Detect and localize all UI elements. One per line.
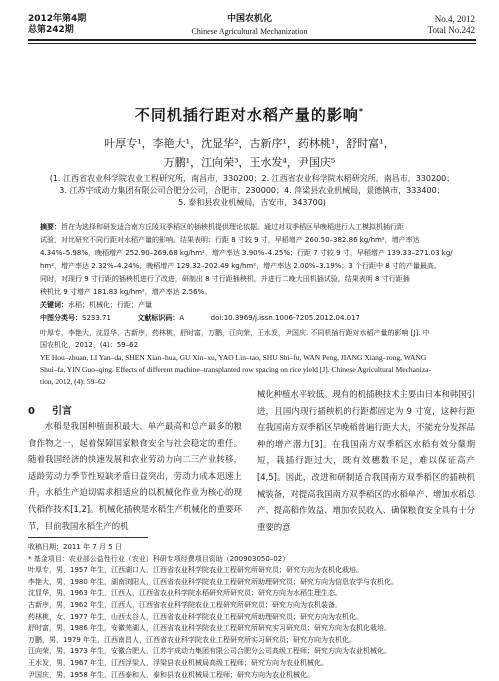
header-rule-thin bbox=[28, 43, 476, 44]
abstract-text: 旨在为选择和研发适合南方丘陵双季稻区的插秧机提供理论依据。通过对双季稻区早晚稻进行人工模拟机插行距 bbox=[61, 223, 404, 231]
footnote-author: 王水发，男，1967 年生，江西浮梁人，浮梁县农业机械局高级工程师；研究方向为农业机械化。 bbox=[28, 658, 329, 667]
journal-name-cn: 中国农机化 bbox=[226, 14, 272, 24]
journal-name-en: Chinese Agricultural Mechanization bbox=[191, 27, 308, 36]
intro-paragraph: 水稻是我国种植面积最大、单产最高和总产最多的粮食作物之一，起着保障国家粮食安全与社会稳定的重任。随着我国经济的快速发展和农业劳动力向二三产业转移，适龄劳动力季节性短缺矛盾日益突出，劳动力成本迅速上升，水稻生产迫切需求相适应的以机械化作业为核心的现代稻作技术[1,2]。机械化插秧是水稻生产机械化的重要环节，目前我国水稻生产的机 bbox=[28, 421, 242, 531]
footnote-author: 万鹏，男，1979 年生，江西南昌人，江西省农业科学院农业工程研究所实习研究员；研究方向为农机化。 bbox=[28, 635, 357, 644]
doi-label: doi: bbox=[210, 314, 224, 322]
article-title-text: 不同机插行距对水稻产量的影响 bbox=[134, 106, 359, 124]
clc-code: S233.71 bbox=[82, 314, 111, 322]
footnote-author: 叶厚专，男，1957 年生，江西湖口人，江西省农业科学院农业工程研究所研究员；研究方向为农机化栽培。 bbox=[28, 566, 364, 575]
affiliation-line: 5. 泰和县农业机械局，吉安市，343700) bbox=[178, 198, 326, 207]
footnote-received: 收稿日期：2011 年 7 月 5 日 bbox=[28, 543, 122, 551]
citation-line: YE Hou–zhuan, LI Yan–da, SHEN Xian–hua, GU Xin–xu, YAO Lin–tao, SHU Shi–fu, WAN Peng, JIANG Xiang–rong, WANG bbox=[40, 353, 427, 362]
footnote-author: 药林桃，女，1977 年生，山西太谷人，江西省农业科学院农业工程研究所助理研究员；研究方向为农机化。 bbox=[28, 612, 364, 621]
intro-left-column bbox=[28, 418, 242, 534]
keywords: 水稻；机械化；行距；产量 bbox=[68, 301, 152, 309]
affiliation-line: 3. 江苏宇成动力集团有限公司合肥分公司，合肥市，230000；4. 萍梁县农业机械局，景德镇市，333400； bbox=[59, 186, 445, 195]
issue-number: No.4, 2012 bbox=[434, 14, 475, 24]
abstract-line: 4.34%–5.98%，晚稻增产 252.90–269.68 kg/hm²，增产率达 3.90%–4.25%；行距 7 寸较 9 寸，早稻增产 139.33–271.03 kg/ bbox=[40, 249, 453, 257]
citation-line: tion, 2012, (4): 59–62 bbox=[40, 377, 106, 386]
total-number: Total No.242 bbox=[427, 25, 475, 35]
footnote-author: 李艳大，男，1980 年生，湖南浏阳人，江西省农业科学院农业工程研究所助理研究员；研究方向为信息农学与农机化。 bbox=[28, 577, 399, 586]
footnote-funding: * 基金项目：农业部公益性行业（农业）科研专项经费项目资助（200903050–02） bbox=[28, 554, 290, 563]
article-title bbox=[0, 104, 499, 125]
footnote-rule bbox=[28, 537, 148, 538]
citation-line: 国农机化，2012，(4)：59–62 bbox=[40, 341, 139, 349]
intro-paragraph: 械化种植水平较低。现有的机插秧技术主要由日本和韩国引进，且国内现行插秧机的行距都固定为 9 寸宽，这种行距在我国南方双季稻区早晚稻普遍行距大大，不能充分发挥品种的增产潜力[3]。在我国南方双季稻区水稻有效分蘖期短，栽插行距过大，既有效穗数不足，难以保证高产[4,5]。因此，改进和研制适合我国南方双季稻区的插秧机械装备，对提高我国南方双季稻区的水稻单产、增加水稻总产、提高稻作效益、增加农民收入、确保粮食安全具有十分重要的意 bbox=[257, 389, 475, 532]
header-rule bbox=[28, 39, 476, 41]
section-heading bbox=[28, 402, 72, 417]
doc-code: A bbox=[179, 314, 185, 322]
abstract-line bbox=[40, 221, 472, 234]
footnote-author: 古新序，男，1962 年生，江西人，江西省农业科学院农业工程研究所研究员；研究方向为农机装备。 bbox=[28, 600, 343, 609]
doi-link[interactable]: 10.3969/j.issn.1006-7205.2012.04.017 bbox=[223, 314, 360, 322]
footnotes bbox=[28, 542, 476, 681]
year-issue: 2012年第4期 bbox=[28, 14, 87, 24]
doc-code-label: 文献标识码： bbox=[137, 314, 180, 322]
title-footnote-mark: * bbox=[358, 107, 365, 116]
abstract-line: 同时，对现行 9 寸行距的插秧机进行了改进，研制出 8 寸行距插秧机，并进行二晚大田机插试验，结果表明 8 寸行距插 bbox=[40, 275, 410, 283]
abstract-label: 摘要： bbox=[40, 223, 61, 231]
footnote-author: 江向荣，男，1973 年生，安徽合肥人，江苏宇成动力集团有限公司合肥分公司高级工程师；研究方向为农业机械化。 bbox=[28, 647, 392, 656]
classification-line bbox=[40, 312, 472, 325]
keywords-label: 关键词： bbox=[40, 301, 68, 309]
abstract-block bbox=[40, 221, 472, 325]
abstract-line: 秧机比 9 寸增产 181.83 kg/hm²，增产率达 2.56%。 bbox=[40, 288, 212, 296]
authors-line-2: 万鹏¹，江向荣³，王水发⁴，尹国庆⁵ bbox=[163, 156, 336, 169]
footnote-author: 尹国庆，男，1958 年生，江西泰和人，泰和县农业机械局工程师；研究方向为农业机械化。 bbox=[28, 670, 315, 679]
section-number: 0 bbox=[28, 406, 35, 417]
citation-en bbox=[40, 352, 472, 388]
abstract-line: 试验，对比研究不同行距对水稻产量的影响。结果表明：行距 8 寸较 9 寸，早稻增产 260.50–382.86 kg/hm²，增产率达 bbox=[40, 236, 420, 244]
keywords-line bbox=[40, 299, 472, 312]
authors-line-1: 叶厚专¹，李艳大¹，沈显华²，古新序¹，药林桃¹，舒时富¹， bbox=[104, 137, 395, 150]
intro-right-column bbox=[257, 386, 475, 535]
citation-line: Shui–fa, YIN Guo–qing. Effects of different machine–transplanted row spacing on rice yield [J]. Chinese Agricultural Mechaniza- bbox=[40, 365, 431, 374]
abstract-line: hm²，增产率达 2.32%–4.24%，晚稻增产 129.32–202.49 kg/hm²，增产率达 2.00%–3.19%；3 个行距中 8 寸的产量最高。 bbox=[40, 262, 441, 270]
citation-cn bbox=[40, 327, 472, 351]
footnote-author: 舒时富，男，1986 年生，安徽芜湖人，江西省农业科学院农业工程研究所研究实习研究员；研究方向为农机化栽培。 bbox=[28, 624, 392, 633]
affiliation-line: (1. 江西省农业科学院农业工程研究所，南昌市，330200；2. 江西省农业科学院水稻研究所，南昌市，330200； bbox=[49, 174, 455, 183]
section-title: 引言 bbox=[51, 406, 72, 417]
footnote-author: 沈显华，男，1963 年生，江西人，江西省农业科学院水稻研究所研究员；研究方向为水稻生理生态。 bbox=[28, 589, 343, 598]
clc-label: 中图分类号： bbox=[40, 314, 82, 322]
total-issue: 总第242期 bbox=[28, 25, 74, 35]
citation-line: 叶厚专，李艳大，沈显华，古新序，药林桃，舒时富，万鹏，江向荣，王水发，尹国庆. 不同机插行距对水稻产量的影响 [J]. 中 bbox=[40, 329, 430, 337]
